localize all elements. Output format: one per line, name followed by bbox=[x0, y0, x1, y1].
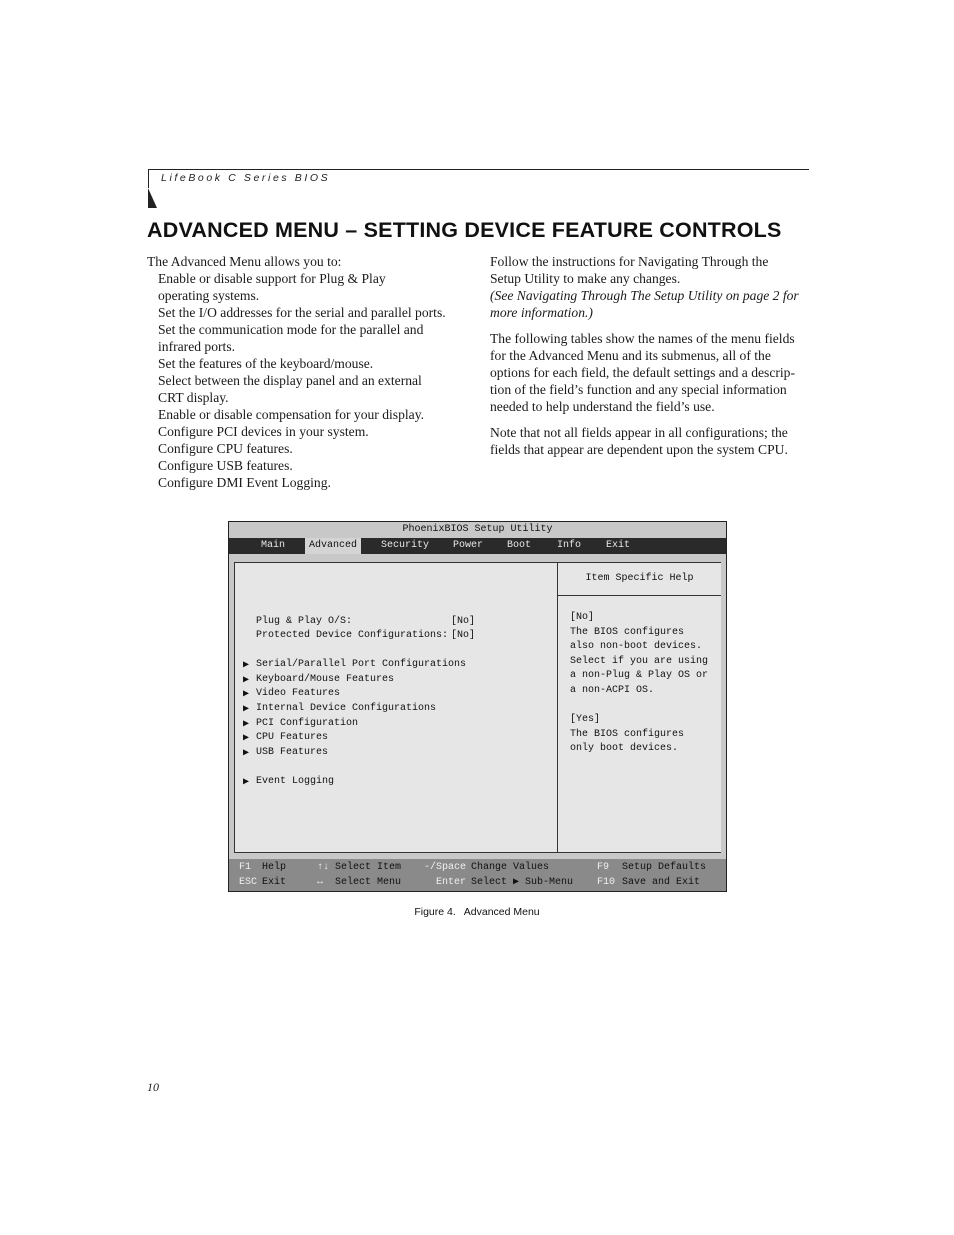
list-item: Enable or disable compensation for your display. bbox=[158, 407, 425, 422]
list-item: operating systems. bbox=[158, 288, 260, 303]
submenu-event-logging[interactable]: Event Logging bbox=[256, 776, 335, 787]
list-item: infrared ports. bbox=[158, 339, 236, 354]
header-rule-vertical bbox=[148, 169, 149, 188]
field-label-plug-and-play: Plug & Play O/S: bbox=[256, 616, 353, 627]
paragraph-line: options for each field, the default settings and a descrip- bbox=[490, 365, 796, 380]
bios-menu-bar bbox=[229, 538, 726, 554]
list-item: Configure PCI devices in your system. bbox=[158, 424, 369, 439]
list-item: Select between the display panel and an external bbox=[158, 373, 422, 388]
help-line: [No] bbox=[570, 612, 595, 623]
submenu-keyboard-mouse[interactable]: Keyboard/Mouse Features bbox=[256, 674, 395, 685]
help-line: The BIOS configures bbox=[570, 627, 685, 638]
paragraph-line: fields that appear are dependent upon the system CPU. bbox=[490, 442, 788, 457]
help-line: Select if you are using bbox=[570, 656, 709, 667]
menu-tab-power[interactable]: Power bbox=[453, 540, 484, 551]
help-line: a non-ACPI OS. bbox=[570, 685, 655, 696]
submenu-serial-parallel[interactable]: Serial/Parallel Port Configurations bbox=[256, 659, 467, 670]
menu-tab-info[interactable]: Info bbox=[557, 540, 582, 551]
left-column bbox=[147, 253, 467, 491]
key-esc-desc: Exit bbox=[262, 877, 287, 888]
list-item: Set the communication mode for the parallel and bbox=[158, 322, 424, 337]
menu-tab-security[interactable]: Security bbox=[381, 540, 430, 551]
key-esc: ESC bbox=[239, 877, 258, 888]
field-label-protected-device: Protected Device Configurations: bbox=[256, 630, 449, 641]
paragraph-line: needed to help understand the field’s use. bbox=[490, 399, 715, 414]
submenu-arrow-icon: ▶ bbox=[243, 733, 250, 744]
figure-label: Figure 4. bbox=[414, 906, 456, 918]
page-number: 10 bbox=[147, 1080, 159, 1094]
key-f10: F10 bbox=[597, 877, 616, 888]
submenu-internal-device[interactable]: Internal Device Configurations bbox=[256, 703, 437, 714]
intro-text: The Advanced Menu allows you to: bbox=[147, 254, 342, 269]
key-enter: Enter bbox=[436, 877, 467, 888]
list-item: Configure USB features. bbox=[158, 458, 293, 473]
cross-reference: more information.) bbox=[490, 305, 593, 320]
submenu-arrow-icon: ▶ bbox=[243, 675, 250, 686]
list-item: Set the I/O addresses for the serial and parallel ports. bbox=[158, 305, 446, 320]
paragraph-line: Setup Utility to make any changes. bbox=[490, 271, 681, 286]
paragraph-line: Follow the instructions for Navigating Through the bbox=[490, 254, 769, 269]
paragraph-line: The following tables show the names of the menu fields bbox=[490, 331, 795, 346]
list-item: Enable or disable support for Plug & Play bbox=[158, 271, 386, 286]
submenu-pci[interactable]: PCI Configuration bbox=[256, 718, 359, 729]
help-panel bbox=[557, 563, 721, 852]
bios-title: PhoenixBIOS Setup Utility bbox=[229, 522, 726, 538]
menu-tab-exit[interactable]: Exit bbox=[606, 540, 631, 551]
key-updown-desc: Select Item bbox=[335, 862, 402, 873]
figure-caption bbox=[0, 906, 954, 918]
menu-tab-advanced[interactable]: Advanced bbox=[305, 538, 361, 554]
key-updown: ↑↓ bbox=[317, 862, 330, 873]
key-f9-desc: Setup Defaults bbox=[622, 862, 707, 873]
paragraph-line: tion of the field’s function and any special information bbox=[490, 382, 787, 397]
submenu-arrow-icon: ▶ bbox=[243, 748, 250, 759]
list-item: Set the features of the keyboard/mouse. bbox=[158, 356, 374, 371]
bios-main-panel bbox=[234, 562, 721, 853]
key-minus-space-desc: Change Values bbox=[471, 862, 550, 873]
key-enter-desc: Select ▶ Sub-Menu bbox=[471, 877, 574, 888]
key-f10-desc: Save and Exit bbox=[622, 877, 701, 888]
header-rule bbox=[148, 169, 809, 170]
submenu-arrow-icon: ▶ bbox=[243, 689, 250, 700]
key-leftright-desc: Select Menu bbox=[335, 877, 402, 888]
key-minus-space: -/Space bbox=[424, 862, 467, 873]
section-title: ADVANCED MENU – SETTING DEVICE FEATURE CONTROLS bbox=[147, 218, 782, 242]
list-item: Configure CPU features. bbox=[158, 441, 293, 456]
help-line: also non-boot devices. bbox=[570, 641, 703, 652]
submenu-arrow-icon: ▶ bbox=[243, 704, 250, 715]
bios-footer bbox=[229, 859, 726, 891]
help-line: [Yes] bbox=[570, 714, 601, 725]
header-triangle-icon bbox=[148, 188, 157, 208]
submenu-usb[interactable]: USB Features bbox=[256, 747, 329, 758]
help-line: a non-Plug & Play OS or bbox=[570, 670, 709, 681]
running-header: LifeBook C Series BIOS bbox=[161, 172, 331, 184]
menu-tab-main[interactable]: Main bbox=[261, 540, 286, 551]
field-value-plug-and-play[interactable]: [No] bbox=[451, 616, 476, 627]
field-value-protected-device[interactable]: [No] bbox=[451, 630, 476, 641]
key-f9: F9 bbox=[597, 862, 610, 873]
submenu-arrow-icon: ▶ bbox=[243, 660, 250, 671]
help-line: The BIOS configures bbox=[570, 729, 685, 740]
submenu-arrow-icon: ▶ bbox=[243, 777, 250, 788]
key-f1-desc: Help bbox=[262, 862, 287, 873]
key-f1: F1 bbox=[239, 862, 252, 873]
menu-tab-boot[interactable]: Boot bbox=[507, 540, 532, 551]
paragraph-line: Note that not all fields appear in all configurations; the bbox=[490, 425, 788, 440]
paragraph-line: for the Advanced Menu and its submenus, all of the bbox=[490, 348, 771, 363]
bios-screen bbox=[228, 521, 727, 892]
submenu-cpu[interactable]: CPU Features bbox=[256, 732, 329, 743]
help-line: only boot devices. bbox=[570, 743, 679, 754]
list-item: Configure DMI Event Logging. bbox=[158, 475, 331, 490]
list-item: CRT display. bbox=[158, 390, 229, 405]
figure-text: Advanced Menu bbox=[463, 906, 540, 918]
submenu-video[interactable]: Video Features bbox=[256, 688, 341, 699]
cross-reference: (See Navigating Through The Setup Utility on page 2 for bbox=[490, 288, 799, 303]
help-title: Item Specific Help bbox=[558, 563, 721, 596]
key-leftright: ↔ bbox=[317, 877, 324, 888]
submenu-arrow-icon: ▶ bbox=[243, 719, 250, 730]
right-column bbox=[490, 253, 808, 467]
